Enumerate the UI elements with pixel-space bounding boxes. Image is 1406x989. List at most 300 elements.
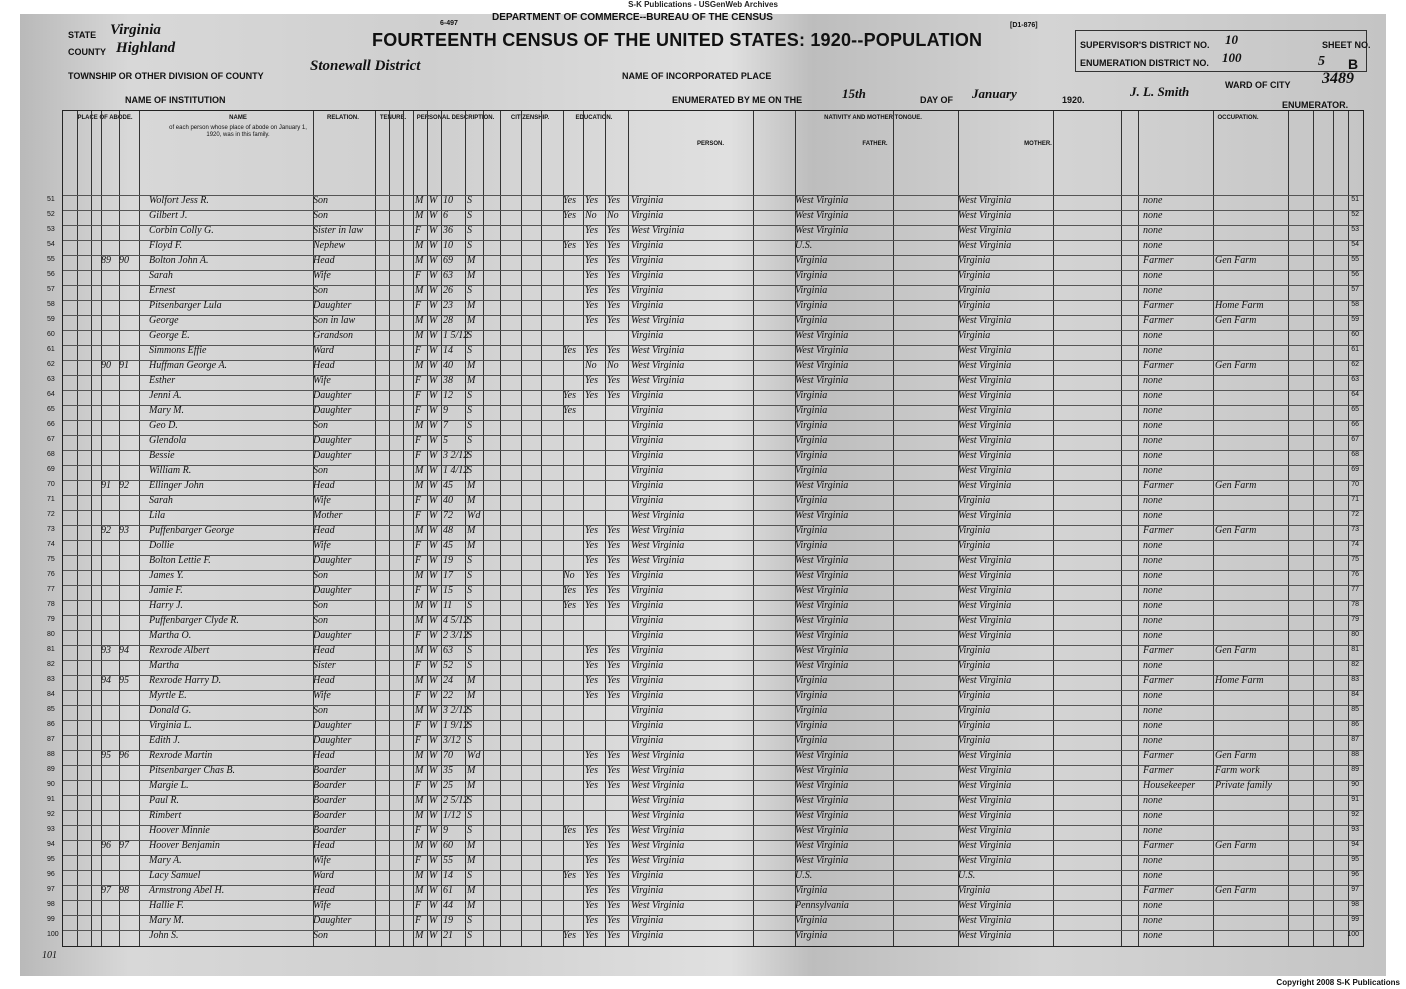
cell-ms: S	[467, 285, 472, 296]
township-value: Stonewall District	[310, 58, 421, 74]
cell-ms: S	[467, 705, 472, 716]
cell-age: 28	[443, 315, 453, 326]
cell-sex: F	[415, 720, 422, 731]
cell-rel: Boarder	[313, 810, 346, 821]
cell-name: Sarah	[149, 495, 173, 506]
cell-sex: F	[415, 900, 422, 911]
table-row	[47, 840, 1363, 856]
cell-age: 21	[443, 930, 453, 941]
cell-fpob: West Virginia	[795, 345, 849, 356]
cell-rel: Boarder	[313, 765, 346, 776]
cell-wr: Yes	[607, 870, 620, 881]
cell-occ: Farmer	[1143, 750, 1174, 761]
cell-name: Edith J.	[149, 735, 181, 746]
cell-race: W	[429, 750, 438, 761]
cell-race: W	[429, 195, 438, 206]
table-row	[47, 450, 1363, 466]
cell-name: John S.	[149, 930, 179, 941]
line-number: 65	[47, 406, 55, 413]
cell-sex: M	[415, 315, 424, 326]
cell-name: Martha	[149, 660, 179, 671]
cell-race: W	[429, 675, 438, 686]
cell-pob: West Virginia	[631, 225, 685, 236]
cell-pob: West Virginia	[631, 855, 685, 866]
cell-ms: S	[467, 330, 472, 341]
cell-sex: M	[415, 285, 424, 296]
cell-fm: 97	[119, 840, 129, 851]
cell-occ: none	[1143, 225, 1163, 236]
cell-age: 48	[443, 525, 453, 536]
cell-mpob: West Virginia	[958, 435, 1012, 446]
table-row	[47, 240, 1363, 256]
cell-dw: 89	[101, 255, 111, 266]
cell-age: 3/12	[443, 735, 461, 746]
table-row	[47, 750, 1363, 766]
line-number-right: 60	[1351, 331, 1359, 338]
cell-wr: Yes	[607, 270, 620, 281]
cell-wr: Yes	[607, 645, 620, 656]
line-number: 88	[47, 751, 55, 758]
cell-rd: Yes	[585, 900, 598, 911]
cell-age: 17	[443, 570, 453, 581]
line-number: 94	[47, 841, 55, 848]
cell-ms: S	[467, 210, 472, 221]
cell-occ: none	[1143, 405, 1163, 416]
cell-occ: none	[1143, 690, 1163, 701]
cell-wr: Yes	[607, 300, 620, 311]
cell-mpob: West Virginia	[958, 390, 1012, 401]
cell-ms: S	[467, 345, 472, 356]
cell-race: W	[429, 420, 438, 431]
state-label: STATE	[68, 30, 97, 40]
line-number-right: 62	[1351, 361, 1359, 368]
line-number-right: 51	[1351, 196, 1359, 203]
cell-occ: none	[1143, 660, 1163, 671]
cell-race: W	[429, 735, 438, 746]
cell-ms: M	[467, 675, 476, 686]
cell-sex: M	[415, 750, 424, 761]
line-number-right: 59	[1351, 316, 1359, 323]
cell-race: W	[429, 375, 438, 386]
cell-rd: Yes	[585, 555, 598, 566]
cell-fm: 98	[119, 885, 129, 896]
cell-occ: Farmer	[1143, 480, 1174, 491]
supervisor-value: 10	[1225, 32, 1238, 47]
line-number: 93	[47, 826, 55, 833]
township-label: TOWNSHIP OR OTHER DIVISION OF COUNTY	[68, 71, 264, 81]
table-row	[47, 930, 1363, 946]
cell-pob: Virginia	[631, 915, 664, 926]
cell-fpob: Virginia	[795, 270, 828, 281]
cell-fpob: West Virginia	[795, 645, 849, 656]
cell-dw: 95	[101, 750, 111, 761]
cell-rd: Yes	[585, 915, 598, 926]
county-value: Highland	[116, 40, 176, 56]
enumerated-label: ENUMERATED BY ME ON THE	[672, 95, 803, 105]
cell-ms: S	[467, 930, 472, 941]
cell-sex: F	[415, 825, 422, 836]
cell-sex: F	[415, 270, 422, 281]
cell-ind: Gen Farm	[1215, 645, 1257, 656]
cell-pob: Virginia	[631, 390, 664, 401]
cell-ms: M	[467, 255, 476, 266]
section-tenure: TENURE.	[379, 115, 407, 121]
cell-ind: Gen Farm	[1215, 525, 1257, 536]
cell-mpob: West Virginia	[958, 630, 1012, 641]
table-row	[47, 495, 1363, 511]
cell-occ: none	[1143, 555, 1163, 566]
cell-sex: F	[415, 510, 422, 521]
line-number: 68	[47, 451, 55, 458]
cell-wr: Yes	[607, 690, 620, 701]
cell-race: W	[429, 720, 438, 731]
cell-occ: none	[1143, 420, 1163, 431]
cell-name: James Y.	[149, 570, 184, 581]
cell-name: Mary M.	[149, 915, 184, 926]
cell-wr: Yes	[607, 345, 620, 356]
cell-race: W	[429, 930, 438, 941]
cell-age: 23	[443, 300, 453, 311]
line-number-right: 80	[1351, 631, 1359, 638]
table-row	[47, 435, 1363, 451]
sheet-value: 5	[1318, 54, 1325, 69]
cell-mpob: Virginia	[958, 330, 991, 341]
cell-occ: Farmer	[1143, 885, 1174, 896]
supervisor-label: SUPERVISOR'S DISTRICT NO.	[1080, 40, 1210, 50]
table-row	[47, 870, 1363, 886]
cell-sex: M	[415, 705, 424, 716]
cell-age: 40	[443, 495, 453, 506]
line-number: 99	[47, 916, 55, 923]
cell-name: Floyd F.	[149, 240, 183, 251]
cell-mpob: West Virginia	[958, 570, 1012, 581]
cell-name: Esther	[149, 375, 176, 386]
table-row	[47, 285, 1363, 301]
line-number: 89	[47, 766, 55, 773]
section-name: NAME	[229, 115, 247, 121]
cell-rel: Head	[313, 480, 335, 491]
cell-ms: M	[467, 300, 476, 311]
cell-fpob: U.S.	[795, 240, 813, 251]
line-number-right: 55	[1351, 256, 1359, 263]
line-number: 57	[47, 286, 55, 293]
cell-sch: Yes	[563, 345, 576, 356]
cell-mpob: West Virginia	[958, 450, 1012, 461]
cell-mpob: Virginia	[958, 885, 991, 896]
cell-pob: West Virginia	[631, 375, 685, 386]
line-number-right: 77	[1351, 586, 1359, 593]
cell-name: Corbin Colly G.	[149, 225, 214, 236]
copyright-notice: Copyright 2008 S-K Publications	[1276, 978, 1400, 987]
line-number-right: 88	[1351, 751, 1359, 758]
cell-age: 61	[443, 885, 453, 896]
cell-fpob: West Virginia	[795, 555, 849, 566]
cell-pob: Virginia	[631, 270, 664, 281]
cell-age: 3 2/12	[443, 705, 469, 716]
cell-mpob: West Virginia	[958, 915, 1012, 926]
cell-fpob: Virginia	[795, 690, 828, 701]
cell-dw: 92	[101, 525, 111, 536]
line-number: 59	[47, 316, 55, 323]
cell-pob: West Virginia	[631, 825, 685, 836]
line-number: 77	[47, 586, 55, 593]
section-father: FATHER.	[862, 141, 888, 147]
cell-rd: Yes	[585, 390, 598, 401]
cell-ms: M	[467, 840, 476, 851]
cell-mpob: Virginia	[958, 540, 991, 551]
cell-rd: Yes	[585, 750, 598, 761]
cell-age: 3 2/12	[443, 450, 469, 461]
line-number-right: 58	[1351, 301, 1359, 308]
cell-dw: 97	[101, 885, 111, 896]
line-number-right: 54	[1351, 241, 1359, 248]
line-number-right: 64	[1351, 391, 1359, 398]
cell-age: 55	[443, 855, 453, 866]
cell-rel: Ward	[313, 345, 334, 356]
cell-race: W	[429, 915, 438, 926]
cell-age: 1 4/12	[443, 465, 469, 476]
line-number-right: 90	[1351, 781, 1359, 788]
cell-ms: S	[467, 450, 472, 461]
cell-dw: 90	[101, 360, 111, 371]
cell-age: 14	[443, 870, 453, 881]
cell-ind: Gen Farm	[1215, 255, 1257, 266]
cell-fpob: West Virginia	[795, 855, 849, 866]
cell-sex: M	[415, 465, 424, 476]
section-name-sub: of each person whose place of abode on January 1, 1920, was in this family.	[169, 125, 307, 138]
cell-occ: Farmer	[1143, 255, 1174, 266]
cell-age: 1/12	[443, 810, 461, 821]
cell-age: 9	[443, 825, 448, 836]
line-number-right: 89	[1351, 766, 1359, 773]
table-row	[47, 825, 1363, 841]
section-person: PERSON.	[696, 141, 724, 147]
cell-rel: Son	[313, 285, 328, 296]
table-row	[47, 210, 1363, 226]
line-number-right: 100	[1347, 931, 1359, 938]
cell-race: W	[429, 525, 438, 536]
cell-rel: Daughter	[313, 915, 352, 926]
cell-name: Martha O.	[149, 630, 192, 641]
section-nativity: NATIVITY AND MOTHER TONGUE.	[824, 115, 922, 121]
cell-mpob: West Virginia	[958, 750, 1012, 761]
line-number: 66	[47, 421, 55, 428]
cell-race: W	[429, 465, 438, 476]
cell-rd: Yes	[585, 255, 598, 266]
cell-age: 52	[443, 660, 453, 671]
cell-rel: Son	[313, 600, 328, 611]
cell-rel: Head	[313, 255, 335, 266]
cell-wr: Yes	[607, 240, 620, 251]
line-number-right: 69	[1351, 466, 1359, 473]
cell-fpob: West Virginia	[795, 750, 849, 761]
line-number: 96	[47, 871, 55, 878]
cell-occ: Farmer	[1143, 765, 1174, 776]
cell-race: W	[429, 240, 438, 251]
cell-fpob: Virginia	[795, 495, 828, 506]
cell-race: W	[429, 780, 438, 791]
cell-rel: Son	[313, 420, 328, 431]
line-number: 85	[47, 706, 55, 713]
cell-ms: S	[467, 720, 472, 731]
cell-sex: M	[415, 645, 424, 656]
cell-name: Jamie F.	[149, 585, 183, 596]
cell-sex: M	[415, 210, 424, 221]
table-row	[47, 795, 1363, 811]
table-row	[47, 315, 1363, 331]
cell-name: Lila	[149, 510, 166, 521]
line-number: 70	[47, 481, 55, 488]
cell-race: W	[429, 225, 438, 236]
cell-fpob: Virginia	[795, 315, 828, 326]
cell-fpob: Virginia	[795, 435, 828, 446]
cell-mpob: West Virginia	[958, 675, 1012, 686]
cell-mpob: West Virginia	[958, 615, 1012, 626]
cell-occ: none	[1143, 585, 1163, 596]
table-row	[47, 255, 1363, 271]
enumerator-label: ENUMERATOR.	[1282, 100, 1349, 110]
cell-race: W	[429, 840, 438, 851]
cell-sex: M	[415, 765, 424, 776]
cell-dw: 91	[101, 480, 111, 491]
footer-line-number: 101	[42, 950, 57, 961]
cell-fpob: Virginia	[795, 720, 828, 731]
cell-pob: Virginia	[631, 450, 664, 461]
cell-mpob: West Virginia	[958, 195, 1012, 206]
cell-fm: 94	[119, 645, 129, 656]
cell-ind: Gen Farm	[1215, 315, 1257, 326]
cell-pob: Virginia	[631, 585, 664, 596]
cell-pob: Virginia	[631, 300, 664, 311]
department-heading: DEPARTMENT OF COMMERCE--BUREAU OF THE CENSUS	[492, 12, 773, 23]
cell-sex: M	[415, 840, 424, 851]
cell-pob: Virginia	[631, 210, 664, 221]
cell-name: Ernest	[149, 285, 176, 296]
line-number: 81	[47, 646, 55, 653]
cell-age: 36	[443, 225, 453, 236]
cell-fpob: Virginia	[795, 735, 828, 746]
line-number-right: 72	[1351, 511, 1359, 518]
line-number-right: 79	[1351, 616, 1359, 623]
line-number: 78	[47, 601, 55, 608]
cell-age: 10	[443, 240, 453, 251]
cell-rel: Boarder	[313, 825, 346, 836]
cell-ms: S	[467, 405, 472, 416]
cell-rel: Wife	[313, 495, 331, 506]
cell-rd: Yes	[585, 825, 598, 836]
cell-rel: Son	[313, 705, 328, 716]
cell-ms: M	[467, 765, 476, 776]
line-number: 98	[47, 901, 55, 908]
line-number-right: 93	[1351, 826, 1359, 833]
cell-name: George E.	[149, 330, 190, 341]
cell-wr: Yes	[607, 375, 620, 386]
cell-rel: Head	[313, 360, 335, 371]
cell-pob: Virginia	[631, 600, 664, 611]
cell-rel: Head	[313, 840, 335, 851]
cell-race: W	[429, 435, 438, 446]
cell-race: W	[429, 405, 438, 416]
cell-race: W	[429, 900, 438, 911]
cell-rd: Yes	[585, 840, 598, 851]
cell-wr: Yes	[607, 885, 620, 896]
cell-rel: Head	[313, 885, 335, 896]
cell-name: Virginia L.	[149, 720, 192, 731]
cell-ms: S	[467, 645, 472, 656]
cell-ms: S	[467, 915, 472, 926]
table-row	[47, 900, 1363, 916]
cell-rd: Yes	[585, 585, 598, 596]
cell-pob: West Virginia	[631, 840, 685, 851]
cell-age: 10	[443, 195, 453, 206]
cell-occ: none	[1143, 435, 1163, 446]
cell-age: 45	[443, 480, 453, 491]
line-number: 60	[47, 331, 55, 338]
table-row	[47, 420, 1363, 436]
cell-rel: Daughter	[313, 585, 352, 596]
cell-rel: Son	[313, 930, 328, 941]
cell-ms: S	[467, 570, 472, 581]
table-row	[47, 225, 1363, 241]
cell-wr: Yes	[607, 660, 620, 671]
cell-occ: none	[1143, 495, 1163, 506]
cell-name: Bessie	[149, 450, 175, 461]
cell-occ: none	[1143, 795, 1163, 806]
cell-race: W	[429, 315, 438, 326]
cell-occ: none	[1143, 285, 1163, 296]
cell-rd: Yes	[585, 300, 598, 311]
cell-name: Mary A.	[149, 855, 182, 866]
cell-fpob: Virginia	[795, 390, 828, 401]
cell-sch: No	[563, 570, 575, 581]
cell-pob: Virginia	[631, 870, 664, 881]
line-number: 58	[47, 301, 55, 308]
cell-age: 5	[443, 435, 448, 446]
cell-wr: Yes	[607, 750, 620, 761]
cell-name: Puffenbarger Clyde R.	[149, 615, 239, 626]
cell-sex: F	[415, 585, 422, 596]
cell-occ: Farmer	[1143, 675, 1174, 686]
cell-fpob: West Virginia	[795, 480, 849, 491]
line-number-right: 73	[1351, 526, 1359, 533]
cell-age: 19	[443, 915, 453, 926]
cell-mpob: Virginia	[958, 270, 991, 281]
cell-occ: none	[1143, 825, 1163, 836]
cell-pob: Virginia	[631, 420, 664, 431]
cell-fpob: West Virginia	[795, 225, 849, 236]
cell-pob: Virginia	[631, 255, 664, 266]
cell-race: W	[429, 645, 438, 656]
cell-occ: Farmer	[1143, 300, 1174, 311]
cell-sex: F	[415, 225, 422, 236]
cell-name: Rexrode Harry D.	[149, 675, 222, 686]
line-number-right: 71	[1351, 496, 1359, 503]
cell-race: W	[429, 345, 438, 356]
cell-mpob: Virginia	[958, 255, 991, 266]
cell-race: W	[429, 600, 438, 611]
cell-pob: West Virginia	[631, 540, 685, 551]
cell-name: Rimbert	[149, 810, 182, 821]
line-number-right: 95	[1351, 856, 1359, 863]
cell-name: Hallie F.	[149, 900, 184, 911]
cell-age: 7	[443, 420, 448, 431]
line-number: 63	[47, 376, 55, 383]
cell-age: 38	[443, 375, 453, 386]
cell-rd: Yes	[585, 600, 598, 611]
cell-fpob: U.S.	[795, 870, 813, 881]
cell-sex: M	[415, 480, 424, 491]
county-label: COUNTY	[68, 47, 106, 57]
